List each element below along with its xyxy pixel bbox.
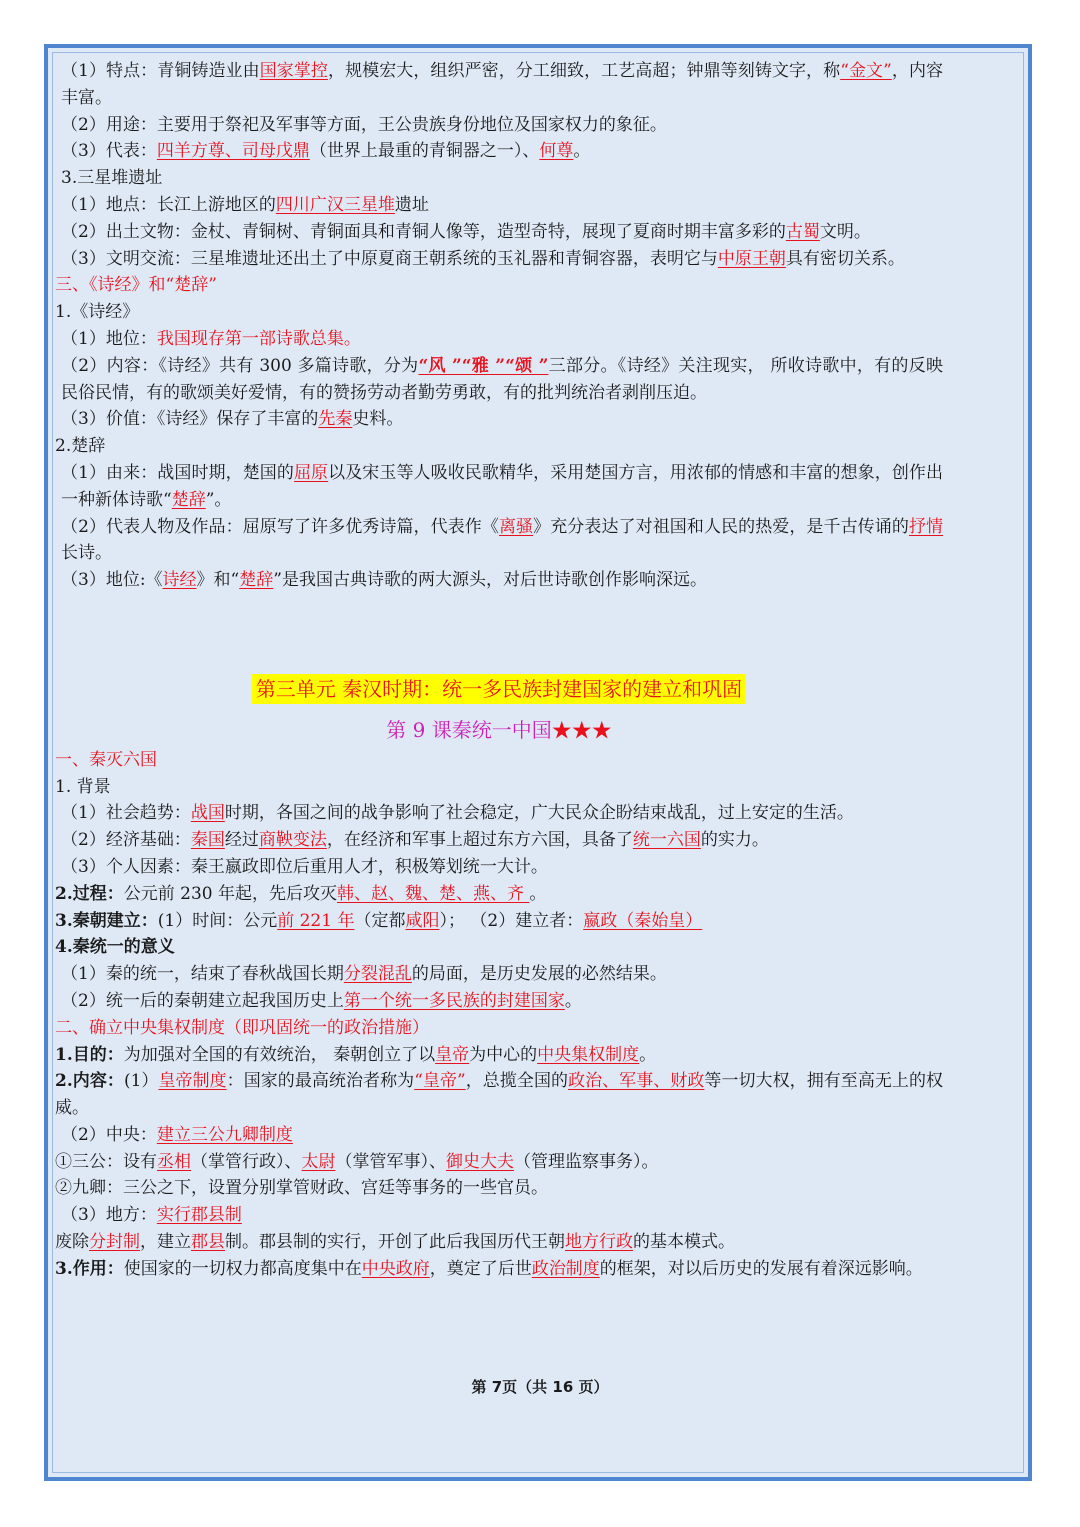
text-line	[55, 881, 943, 908]
text-line	[55, 58, 943, 112]
key-term: 分封制	[89, 1232, 140, 1253]
key-term: 离骚	[498, 516, 534, 537]
key-term: “皇帝”	[414, 1071, 466, 1092]
key-term: 实行郡县制	[156, 1205, 242, 1226]
key-term: 嬴政（秦始皇）	[583, 910, 703, 931]
text-segment: （1）秦的统一，结束了春秋战国长期	[61, 964, 344, 985]
key-term: 郡县	[191, 1232, 225, 1253]
text-line	[55, 246, 943, 273]
lesson-title	[55, 715, 943, 745]
text-segment: 3.作用：	[55, 1258, 124, 1279]
text-segment: （1）社会趋势：	[61, 803, 191, 824]
text-segment: （3）价值：《诗经》保存了丰富的	[61, 409, 319, 430]
text-segment: 的框架，对以后历史的发展有着深远影响。	[599, 1258, 923, 1279]
text-segment: （1）地位：	[61, 328, 157, 349]
text-segment: ，奠定了后世	[429, 1258, 532, 1279]
text-segment: 》充分表达了对祖国和人民的热爱，是千古传诵的	[533, 516, 909, 537]
text-segment: （2）出土文物：金杖、青铜树、青铜面具和青铜人像等，造型奇特，展现了夏商时期丰富多彩的	[61, 221, 786, 242]
text-segment: ：国家的最高统治者称为	[226, 1071, 415, 1092]
text-line	[55, 112, 943, 139]
text-segment: 的基本模式。	[633, 1232, 735, 1253]
text-segment: ）； （2）建立者：	[439, 910, 584, 931]
text-line	[55, 192, 943, 219]
key-term: 何尊	[539, 141, 574, 162]
text-segment: （2）经济基础：	[61, 830, 191, 851]
text-line	[55, 827, 943, 854]
text-segment: 等一切大权，拥有至高无上的权威。	[55, 1071, 944, 1119]
section-qin-unification	[55, 747, 943, 1283]
text-segment: （3）地方：	[61, 1205, 157, 1226]
key-term: 地方行政	[565, 1232, 633, 1253]
text-segment: 的实力。	[700, 830, 769, 851]
text-segment: 》和“	[196, 570, 240, 591]
text-line	[55, 1068, 943, 1122]
text-segment: (1）时间：公元	[157, 910, 278, 931]
text-segment: 的局面，是历史发展的必然结果。	[411, 964, 667, 985]
text-segment: （2）代表人物及作品：屈原写了许多优秀诗篇，代表作《	[61, 516, 499, 537]
key-term: 四羊方尊、司母戊鼎	[156, 141, 310, 162]
key-term: 古蜀	[785, 221, 820, 242]
key-term: 丞相	[157, 1151, 191, 1172]
text-segment: （3）代表：	[61, 141, 157, 162]
unit-heading	[55, 674, 943, 705]
text-line	[55, 567, 943, 594]
text-segment: 文明。	[819, 221, 871, 242]
page-footer	[0, 1376, 1080, 1397]
text-segment: 1.《诗经》	[55, 302, 140, 323]
text-segment: （3）个人因素：秦王嬴政即位后重用人才，积极筹划统一大计。	[61, 856, 548, 877]
section-heading: 三、《诗经》和“楚辞”	[55, 275, 217, 296]
key-term: 统一六国	[632, 830, 701, 851]
text-line	[55, 934, 943, 961]
key-term: 屈原	[293, 462, 329, 483]
text-line	[55, 1015, 943, 1042]
key-term: 咸阳	[405, 910, 440, 931]
text-line	[55, 406, 943, 433]
key-term: 第一个统一多民族的封建国家	[343, 990, 565, 1011]
key-term: 四川广汉三星堆	[275, 194, 395, 215]
text-line	[55, 165, 943, 192]
text-line	[55, 1256, 943, 1283]
key-term: 楚辞	[171, 489, 206, 510]
text-line	[55, 854, 943, 881]
text-line	[55, 514, 943, 568]
key-term: 御史大夫	[446, 1151, 514, 1172]
text-segment: ②九卿：三公之下，设置分别掌管财政、宫廷等事务的一些官员。	[55, 1178, 548, 1199]
text-segment: （1）地点：长江上游地区的	[61, 194, 276, 215]
text-segment: 。	[564, 990, 582, 1011]
text-segment: 1.目的：	[55, 1044, 124, 1065]
key-term: 太尉	[301, 1151, 336, 1172]
text-segment: 3.秦朝建立：	[55, 910, 158, 931]
text-segment: 。	[639, 1044, 657, 1065]
text-segment: 具有密切关系。	[785, 248, 905, 269]
key-term: 诗经	[162, 570, 197, 591]
text-line	[55, 433, 943, 460]
section-bronze-and-poetry	[55, 58, 943, 594]
text-segment: ，总揽全国的	[465, 1071, 569, 1092]
key-term: 先秦	[318, 409, 353, 430]
text-segment: 为中心的	[469, 1044, 538, 1065]
text-segment: （掌管军事）、	[335, 1151, 446, 1172]
text-line	[55, 272, 943, 299]
text-segment: 公元前 230 年起，先后攻灭	[123, 883, 338, 904]
text-line	[55, 961, 943, 988]
section-heading: 二、确立中央集权制度（即巩固统一的政治措施）	[55, 1017, 429, 1038]
text-segment: 经过	[224, 830, 259, 851]
text-segment: （管理监察事务）。	[514, 1151, 659, 1172]
text-segment: （2）中央：	[61, 1124, 157, 1145]
text-segment: 遗址	[394, 194, 429, 215]
key-term: 韩、赵、魏、楚、燕、齐	[337, 883, 530, 904]
key-term: 商鞅变法	[258, 830, 327, 851]
text-line	[55, 988, 943, 1015]
text-segment: 2.内容：	[55, 1071, 124, 1092]
text-segment: 以及宋玉等人吸收民歌精华，采用楚国方言，用浓郁的情感和丰富的想象，创作出一种新体诗歌“	[61, 462, 944, 510]
text-line	[55, 747, 943, 774]
document-body	[55, 58, 943, 1283]
text-segment: （3）文明交流：三星堆遗址还出土了中原夏商王朝系统的玉礼器和青铜容器，表明它与	[61, 248, 718, 269]
text-segment: 2.过程：	[55, 883, 124, 904]
text-segment: （1）由来：战国时期，楚国的	[61, 462, 294, 483]
key-term: “金文”	[840, 61, 892, 81]
key-term: 政治、军事、财政	[568, 1071, 705, 1092]
key-term: 秦国	[190, 830, 225, 851]
text-line	[55, 1202, 943, 1229]
text-segment: （定都	[354, 910, 406, 931]
key-term: 分裂混乱	[343, 964, 412, 985]
key-term: 中央政府	[361, 1258, 430, 1279]
text-line	[55, 1229, 943, 1256]
text-segment: 4.秦统一的意义	[55, 937, 175, 958]
text-segment: （1）特点：青铜铸造业由	[61, 61, 260, 81]
text-segment: 使国家的一切权力都高度集中在	[123, 1258, 362, 1279]
key-term: 国家掌控	[259, 61, 328, 81]
text-segment: 3.三星堆遗址	[61, 168, 163, 189]
text-line	[55, 326, 943, 353]
text-segment: 时期，各国之间的战争影响了社会稳定，广大民众企盼结束战乱，过上安定的生活。	[224, 803, 854, 824]
key-term: “风 ”“雅 ”“颂 ”	[418, 355, 549, 376]
text-segment: 长诗。	[61, 543, 112, 564]
text-line	[55, 1122, 943, 1149]
text-segment: （2）统一后的秦朝建立起我国历史上	[61, 990, 344, 1011]
text-line	[55, 908, 943, 935]
text-line	[55, 138, 943, 165]
text-line	[55, 1042, 943, 1069]
key-term: 政治制度	[531, 1258, 600, 1279]
text-line	[55, 800, 943, 827]
key-term: 楚辞	[239, 570, 274, 591]
text-segment: （世界上最重的青铜器之一）、	[309, 141, 540, 162]
lesson-title-text: 第 9 课秦统一中国	[386, 717, 552, 742]
text-segment: 1. 背景	[55, 776, 111, 797]
text-segment: 2.楚辞	[55, 436, 106, 457]
text-line	[55, 1175, 943, 1202]
text-segment: 我国现存第一部诗歌总集。	[156, 328, 361, 349]
text-segment: 三部分。《诗经》关注现实， 所收诗歌中，有的反映民俗民情，有的歌颂美好爱情，有的赞扬劳动者勤劳勇敢，有的批判统治者剥削压迫。	[61, 355, 943, 403]
text-segment: 为加强对全国的有效统治， 秦朝创立了以	[123, 1044, 436, 1065]
key-term: 皇帝制度	[158, 1071, 227, 1092]
unit-title: 第三单元 秦汉时期：统一多民族封建国家的建立和巩固	[252, 674, 746, 704]
text-segment: 废除	[55, 1232, 89, 1253]
text-segment: ”。	[205, 489, 232, 510]
key-term: 中原王朝	[717, 248, 786, 269]
key-term: 前 221 年	[277, 910, 355, 931]
text-line	[55, 774, 943, 801]
text-segment: （3）地位:《	[61, 570, 163, 591]
text-segment: （2）用途：主要用于祭祀及军事等方面，王公贵族身份地位及国家权力的象征。	[61, 114, 667, 135]
section-spacer	[55, 594, 943, 674]
text-line	[55, 1149, 943, 1176]
key-term: 抒情	[908, 516, 944, 537]
text-segment: ，建立	[140, 1232, 191, 1253]
text-line	[55, 353, 943, 407]
text-line	[55, 219, 943, 246]
text-segment: ①三公：设有	[55, 1151, 157, 1172]
text-line	[55, 460, 943, 514]
key-term: 皇帝	[435, 1044, 470, 1065]
key-term: 建立三公九卿制度	[156, 1124, 293, 1145]
text-segment: ”是我国古典诗歌的两大源头，对后世诗歌创作影响深远。	[273, 570, 707, 591]
key-term: 中央集权制度	[537, 1044, 640, 1065]
text-segment: ，规模宏大，组织严密，分工细致，工艺高超；钟鼎等刻铸文字，称	[328, 61, 841, 81]
key-term: 战国	[190, 803, 225, 824]
text-segment: （2）内容：《诗经》共有 300 多篇诗歌，分为	[61, 355, 419, 376]
text-segment: ，在经济和军事上超过东方六国，具备了	[326, 830, 633, 851]
text-segment: ，内容丰富。	[61, 61, 944, 108]
text-segment: 制。郡县制的实行，开创了此后我国历代王朝	[225, 1232, 565, 1253]
page-number: 第 7页（共 16 页）	[471, 1378, 609, 1396]
text-segment: 史料。	[352, 409, 404, 430]
text-segment: (1）	[123, 1071, 159, 1092]
text-segment: 。	[529, 883, 547, 904]
text-segment: （掌管行政）、	[191, 1151, 302, 1172]
text-segment: 。	[573, 141, 591, 162]
section-heading: 一、秦灭六国	[55, 749, 157, 770]
star-icons: ★★★	[551, 717, 612, 742]
text-line	[55, 299, 943, 326]
